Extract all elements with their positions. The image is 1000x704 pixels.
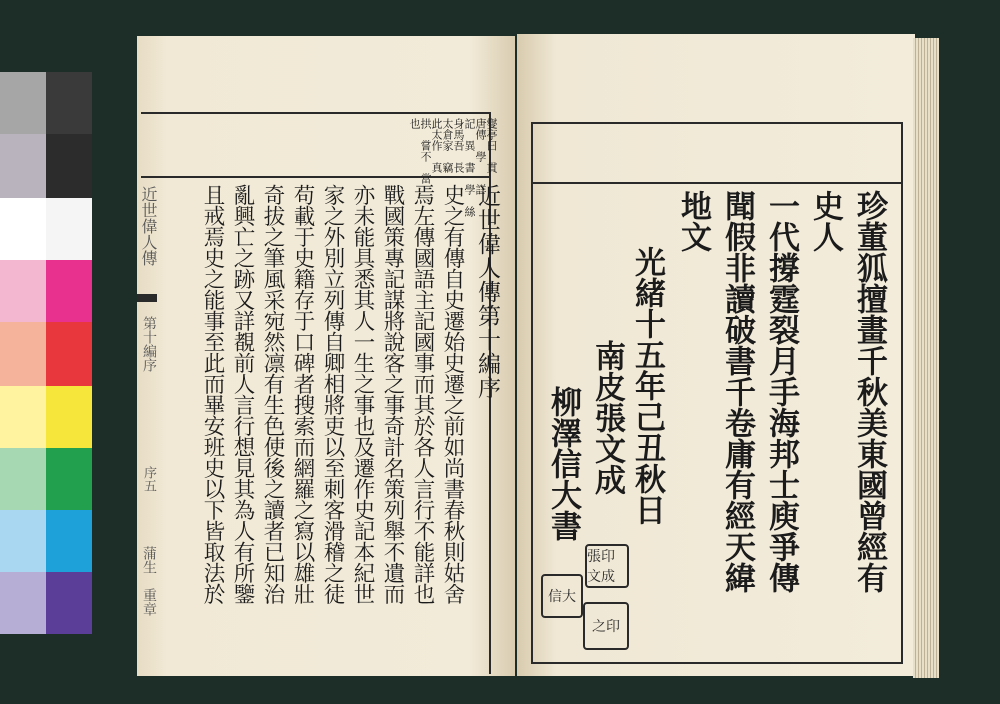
calligrapher-seal: 信大 xyxy=(541,574,583,618)
header-rule xyxy=(141,176,491,178)
color-calibration-strip xyxy=(0,72,92,634)
swatch xyxy=(0,322,46,386)
margin-signature: 蒲生 重章 xyxy=(141,546,157,616)
swatch xyxy=(0,572,46,634)
swatch xyxy=(0,386,46,448)
preface-title: 近世偉人傳第十編序 xyxy=(474,184,500,400)
margin-page-number: 序五 xyxy=(141,466,156,492)
swatch xyxy=(46,134,92,198)
swatch xyxy=(46,72,92,134)
swatch xyxy=(46,322,92,386)
square-seal: 之印 xyxy=(583,602,629,650)
calligrapher-name: 柳澤信大書 xyxy=(545,386,581,541)
commentary-notes: 燮亭曰 貫 唐傳 學 詳 記 異 書 學 絲 身馬吾 長 太倉家 竊 此太作 真 拱 嘗不 當 也 xyxy=(408,118,498,217)
swatch xyxy=(46,510,92,572)
swatch xyxy=(0,198,46,260)
swatch xyxy=(46,386,92,448)
date-line: 光緒十五年己丑秋日 xyxy=(629,246,665,525)
swatch xyxy=(0,72,46,134)
swatch xyxy=(46,448,92,510)
swatch xyxy=(0,260,46,322)
fish-tail-mark xyxy=(137,294,157,302)
author-seal: 張印文成 xyxy=(585,544,629,588)
calligraphy-poem: 珍董狐擅畫千秋美東國曾經有 史人 一代撐霆裂月手海邦士庾爭傳 聞假非讀破書千卷庸有經天緯 地文 xyxy=(675,190,887,593)
swatch xyxy=(46,260,92,322)
open-book xyxy=(125,28,940,688)
page-edges xyxy=(913,38,939,678)
author-name: 南皮張文成 xyxy=(589,340,625,495)
swatch xyxy=(46,572,92,634)
margin-subtitle: 第十編序 xyxy=(141,316,157,372)
swatch xyxy=(46,198,92,260)
preface-body: 史之有傳自史遷始史遷之前如尚書春秋則姑舍 焉左傳國語主記國事而其於各人言行不能詳也 戰國策專記謀將說客之事奇計名策列舉不遺而 亦未能具悉其人一生之事也及遷作史記本紀世 家之外別立列傳自卿相將吏以至刺客滑稽之徒 苟載于史籍存于口碑者搜索而網羅之寫以雄壯 奇拔之筆風采宛然凛有生色使後之讀者已知治 亂興亡之跡又詳覩前人言行想見其為人有所鑒 且戒焉史之能事至此而畢安班史以下皆取法於 xyxy=(200,184,465,604)
left-page xyxy=(137,36,515,676)
swatch xyxy=(0,510,46,572)
margin-title: 近世偉人傳 xyxy=(139,186,158,266)
right-header-rule xyxy=(531,182,903,184)
swatch xyxy=(0,134,46,198)
swatch xyxy=(0,448,46,510)
right-page xyxy=(517,34,915,676)
